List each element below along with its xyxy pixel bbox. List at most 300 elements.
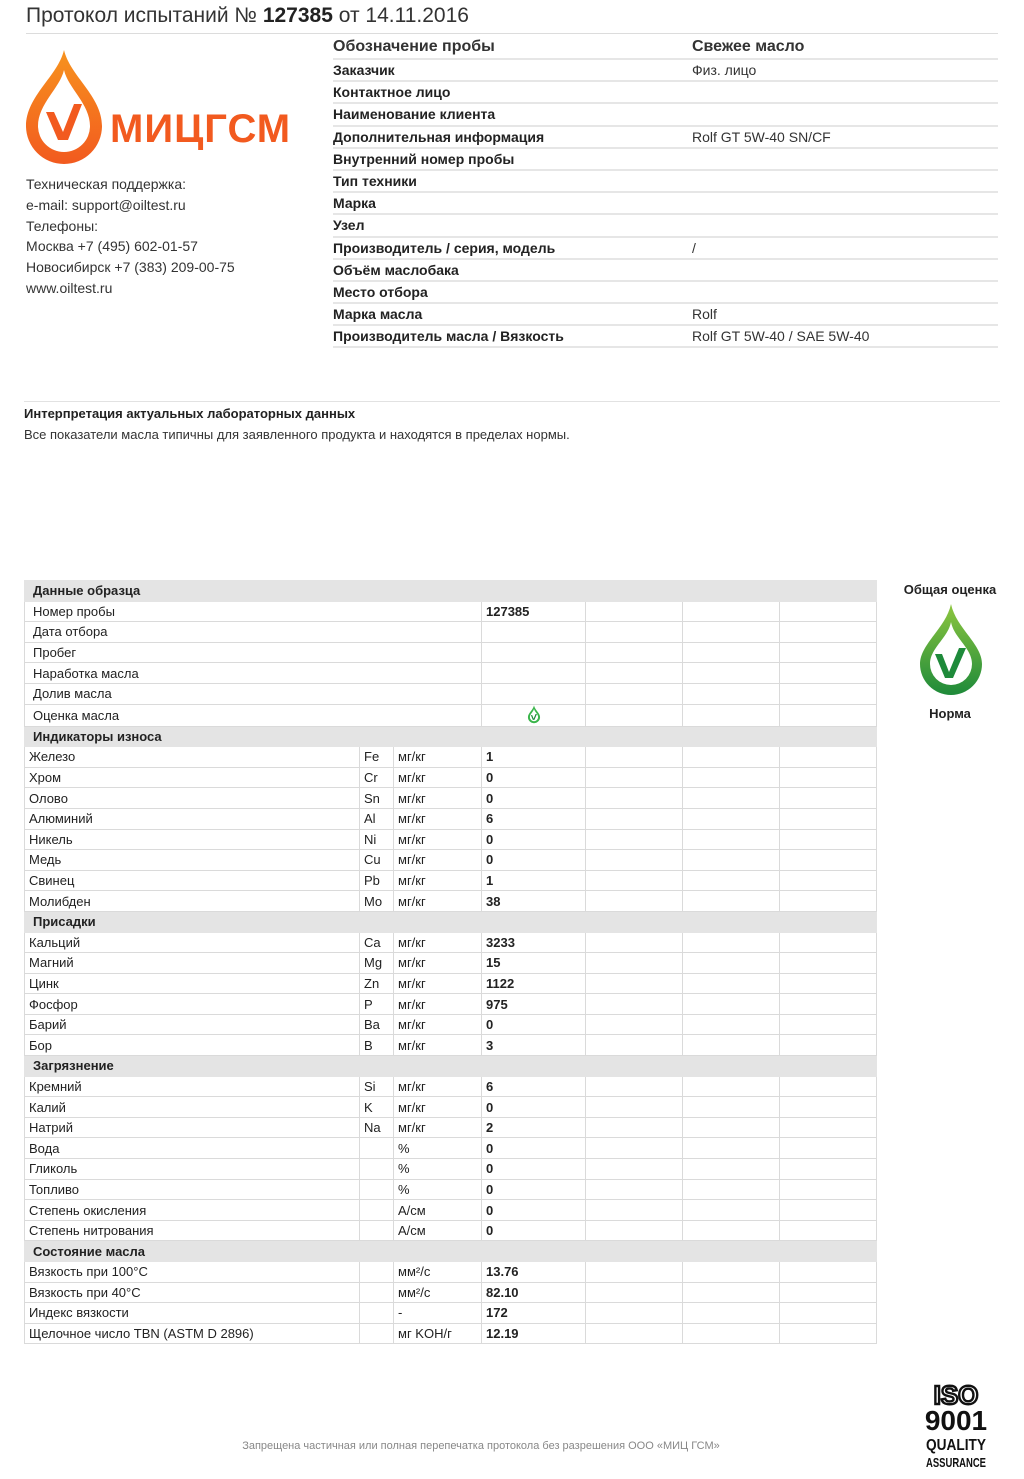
parameter-name: Фосфор — [25, 994, 360, 1015]
empty-history-cell — [780, 1159, 877, 1180]
empty-history-cell — [780, 683, 877, 704]
empty-history-cell — [586, 932, 683, 953]
empty-history-cell — [780, 891, 877, 912]
empty-history-cell — [586, 808, 683, 829]
empty-history-cell — [683, 767, 780, 788]
unit: мг/кг — [394, 788, 482, 809]
sample-data-value — [482, 663, 586, 684]
empty-history-cell — [780, 642, 877, 663]
empty-history-cell — [780, 808, 877, 829]
sample-info-label: Контактное лицо — [333, 84, 451, 101]
parameter-name: Молибден — [25, 891, 360, 912]
sample-info-value: Rolf — [692, 306, 717, 323]
empty-history-cell — [586, 622, 683, 643]
measurement-row — [25, 1179, 877, 1200]
measured-value: 0 — [482, 1200, 586, 1221]
phone-novosibirsk: Новосибирск +7 (383) 209-00-75 — [26, 259, 235, 276]
empty-history-cell — [780, 1282, 877, 1303]
sample-data-row — [25, 663, 877, 684]
unit: мг/кг — [394, 808, 482, 829]
parameter-name: Олово — [25, 788, 360, 809]
measurement-row — [25, 788, 877, 809]
empty-history-cell — [780, 767, 877, 788]
website-link[interactable]: www.oiltest.ru — [26, 279, 113, 296]
sample-info — [333, 36, 998, 348]
measured-value: 975 — [482, 994, 586, 1015]
measured-value: 0 — [482, 829, 586, 850]
parameter-name: Кальций — [25, 932, 360, 953]
empty-history-cell — [683, 601, 780, 622]
title-divider — [26, 33, 998, 34]
empty-history-cell — [780, 747, 877, 768]
empty-history-cell — [586, 1138, 683, 1159]
sample-info-row — [333, 82, 998, 104]
empty-history-cell — [683, 932, 780, 953]
empty-history-cell — [586, 1076, 683, 1097]
measurement-row — [25, 850, 877, 871]
element-symbol: Na — [360, 1117, 394, 1138]
interpretation-text: Все показатели масла типичны для заявленного продукта и находятся в пределах нормы. — [24, 427, 570, 442]
sample-info-value: Физ. лицо — [692, 62, 757, 79]
sample-info-label: Внутренний номер пробы — [333, 150, 515, 167]
measured-value: 13.76 — [482, 1262, 586, 1283]
phone-moscow: Москва +7 (495) 602-01-57 — [26, 238, 198, 255]
measurement-row — [25, 953, 877, 974]
empty-history-cell — [683, 1014, 780, 1035]
empty-history-cell — [586, 994, 683, 1015]
measurement-row — [25, 973, 877, 994]
element-symbol: K — [360, 1097, 394, 1118]
empty-history-cell — [780, 1200, 877, 1221]
element-symbol — [360, 1179, 394, 1200]
sample-info-value: / — [692, 239, 696, 256]
sample-data-label: Номер пробы — [25, 601, 482, 622]
empty-history-cell — [780, 953, 877, 974]
unit: мм²/с — [394, 1282, 482, 1303]
measured-value: 38 — [482, 891, 586, 912]
section-header-row — [25, 1241, 877, 1262]
empty-history-cell — [683, 850, 780, 871]
section-title: Данные образца — [25, 581, 877, 602]
parameter-name: Хром — [25, 767, 360, 788]
iso-line3: QUALITY — [926, 1437, 987, 1454]
measured-value: 6 — [482, 808, 586, 829]
sample-info-row — [333, 171, 998, 193]
unit: мг/кг — [394, 973, 482, 994]
measured-value: 172 — [482, 1303, 586, 1324]
title-prefix: Протокол испытаний № — [26, 4, 257, 27]
empty-history-cell — [586, 767, 683, 788]
empty-history-cell — [683, 1097, 780, 1118]
overall-label: Норма — [929, 706, 971, 721]
empty-history-cell — [683, 829, 780, 850]
unit: мг/кг — [394, 850, 482, 871]
element-symbol: Sn — [360, 788, 394, 809]
sample-info-row — [333, 260, 998, 282]
section-header-row — [25, 1056, 877, 1077]
section-title: Состояние масла — [25, 1241, 877, 1262]
empty-history-cell — [586, 1282, 683, 1303]
overall-norm-icon — [918, 602, 984, 694]
sample-data-label: Дата отбора — [25, 622, 482, 643]
measured-value: 15 — [482, 953, 586, 974]
parameter-name: Гликоль — [25, 1159, 360, 1180]
element-symbol: Si — [360, 1076, 394, 1097]
measurement-row — [25, 1035, 877, 1056]
empty-history-cell — [683, 1117, 780, 1138]
element-symbol: Ba — [360, 1014, 394, 1035]
empty-history-cell — [586, 1014, 683, 1035]
sample-designation-value: Свежее масло — [692, 38, 805, 55]
footer-copyright: Запрещена частичная или полная перепечатка протокола без разрешения ООО «МИЦ ГСМ» — [242, 1440, 720, 1452]
section-title: Индикаторы износа — [25, 726, 877, 747]
element-symbol: Fe — [360, 747, 394, 768]
measured-value: 0 — [482, 1220, 586, 1241]
unit: мг/кг — [394, 1076, 482, 1097]
empty-history-cell — [683, 788, 780, 809]
results-table — [24, 580, 877, 1344]
unit: мг/кг — [394, 767, 482, 788]
measured-value: 82.10 — [482, 1282, 586, 1303]
interpretation-title: Интерпретация актуальных лабораторных данных — [24, 406, 356, 421]
parameter-name: Железо — [25, 747, 360, 768]
measurement-row — [25, 1220, 877, 1241]
empty-history-cell — [683, 642, 780, 663]
empty-history-cell — [683, 1179, 780, 1200]
measurement-row — [25, 808, 877, 829]
empty-history-cell — [780, 1220, 877, 1241]
company-logo — [24, 46, 304, 166]
empty-history-cell — [780, 850, 877, 871]
empty-history-cell — [683, 1323, 780, 1344]
unit: A/см — [394, 1200, 482, 1221]
measurement-row — [25, 829, 877, 850]
empty-history-cell — [683, 1138, 780, 1159]
parameter-name: Никель — [25, 829, 360, 850]
empty-history-cell — [683, 891, 780, 912]
measurement-row — [25, 1262, 877, 1283]
sample-info-label: Узел — [333, 217, 365, 234]
empty-history-cell — [586, 1179, 683, 1200]
empty-history-cell — [586, 663, 683, 684]
iso-9001-badge — [920, 1380, 992, 1472]
empty-history-cell — [586, 1323, 683, 1344]
empty-history-cell — [683, 1303, 780, 1324]
element-symbol — [360, 1262, 394, 1283]
measurement-row — [25, 1097, 877, 1118]
empty-history-cell — [586, 1220, 683, 1241]
sample-data-value — [482, 642, 586, 663]
empty-history-cell — [683, 704, 780, 726]
unit: мг/кг — [394, 1035, 482, 1056]
sample-info-value: Rolf GT 5W-40 / SAE 5W-40 — [692, 328, 870, 345]
sample-data-row — [25, 601, 877, 622]
section-title: Присадки — [25, 911, 877, 932]
element-symbol: B — [360, 1035, 394, 1056]
empty-history-cell — [683, 973, 780, 994]
element-symbol: Cr — [360, 767, 394, 788]
measurement-row — [25, 1303, 877, 1324]
sample-info-row — [333, 238, 998, 260]
sample-data-label: Наработка масла — [25, 663, 482, 684]
empty-history-cell — [780, 994, 877, 1015]
measured-value: 0 — [482, 1097, 586, 1118]
sample-info-row — [333, 149, 998, 171]
section-divider — [24, 401, 1000, 402]
empty-history-cell — [780, 622, 877, 643]
measured-value: 1122 — [482, 973, 586, 994]
sample-designation-label: Обозначение пробы — [333, 38, 495, 55]
measurement-row — [25, 932, 877, 953]
sample-info-label: Производитель масла / Вязкость — [333, 328, 564, 345]
sample-data-row — [25, 683, 877, 704]
sample-info-heading — [333, 36, 998, 60]
section-title: Загрязнение — [25, 1056, 877, 1077]
empty-history-cell — [586, 747, 683, 768]
element-symbol — [360, 1159, 394, 1180]
unit: мг/кг — [394, 953, 482, 974]
parameter-name: Вязкость при 100°C — [25, 1262, 360, 1283]
empty-history-cell — [586, 1159, 683, 1180]
empty-history-cell — [780, 704, 877, 726]
date-prefix: от — [338, 4, 360, 27]
measurement-row — [25, 1014, 877, 1035]
sample-info-row — [333, 326, 998, 348]
empty-history-cell — [586, 1303, 683, 1324]
empty-history-cell — [780, 1014, 877, 1035]
element-symbol — [360, 1200, 394, 1221]
empty-history-cell — [586, 870, 683, 891]
sample-data-label: Пробег — [25, 642, 482, 663]
empty-history-cell — [780, 1117, 877, 1138]
measured-value: 0 — [482, 767, 586, 788]
logo-text: МИЦГСМ — [110, 107, 292, 151]
element-symbol — [360, 1323, 394, 1344]
section-header-row — [25, 911, 877, 932]
element-symbol: Zn — [360, 973, 394, 994]
element-symbol: Pb — [360, 870, 394, 891]
empty-history-cell — [683, 747, 780, 768]
unit: мг/кг — [394, 994, 482, 1015]
parameter-name: Магний — [25, 953, 360, 974]
sample-data-label: Долив масла — [25, 683, 482, 704]
empty-history-cell — [683, 1200, 780, 1221]
sample-info-label: Заказчик — [333, 62, 395, 79]
sample-info-row — [333, 193, 998, 215]
measured-value: 0 — [482, 850, 586, 871]
empty-history-cell — [586, 850, 683, 871]
empty-history-cell — [586, 1262, 683, 1283]
empty-history-cell — [683, 953, 780, 974]
measured-value: 1 — [482, 747, 586, 768]
empty-history-cell — [586, 601, 683, 622]
empty-history-cell — [780, 932, 877, 953]
empty-history-cell — [780, 1138, 877, 1159]
empty-history-cell — [780, 973, 877, 994]
measured-value: 0 — [482, 788, 586, 809]
sample-info-label: Место отбора — [333, 283, 428, 300]
sample-data-row — [25, 704, 877, 726]
sample-info-row — [333, 304, 998, 326]
iso-line1: ISO — [933, 1380, 979, 1410]
logo-drop-icon — [26, 50, 102, 164]
empty-history-cell — [683, 1262, 780, 1283]
empty-history-cell — [780, 1323, 877, 1344]
measurement-row — [25, 891, 877, 912]
parameter-name: Топливо — [25, 1179, 360, 1200]
unit: - — [394, 1303, 482, 1324]
measured-value: 0 — [482, 1159, 586, 1180]
element-symbol: Mo — [360, 891, 394, 912]
measurement-row — [25, 1159, 877, 1180]
overall-title: Общая оценка — [903, 582, 997, 597]
parameter-name: Калий — [25, 1097, 360, 1118]
unit: мг/кг — [394, 1097, 482, 1118]
unit: мг/кг — [394, 932, 482, 953]
section-header-row — [25, 581, 877, 602]
protocol-title — [26, 4, 469, 28]
phones-label: Телефоны: — [26, 217, 99, 234]
sample-info-label: Производитель / серия, модель — [333, 239, 556, 256]
empty-history-cell — [780, 870, 877, 891]
empty-history-cell — [683, 663, 780, 684]
measurement-row — [25, 747, 877, 768]
parameter-name: Вязкость при 40°C — [25, 1282, 360, 1303]
parameter-name: Алюминий — [25, 808, 360, 829]
empty-history-cell — [683, 1076, 780, 1097]
element-symbol — [360, 1138, 394, 1159]
empty-history-cell — [586, 1200, 683, 1221]
sample-info-label: Дополнительная информация — [333, 128, 545, 145]
measurement-row — [25, 1117, 877, 1138]
empty-history-cell — [780, 1035, 877, 1056]
oil-rating-icon — [527, 705, 541, 723]
measured-value: 0 — [482, 1014, 586, 1035]
sample-info-row — [333, 104, 998, 126]
parameter-name: Цинк — [25, 973, 360, 994]
empty-history-cell — [586, 953, 683, 974]
parameter-name: Степень окисления — [25, 1200, 360, 1221]
parameter-name: Щелочное число TBN (ASTM D 2896) — [25, 1323, 360, 1344]
sample-data-value — [482, 622, 586, 643]
sample-data-value — [482, 683, 586, 704]
parameter-name: Медь — [25, 850, 360, 871]
measurement-row — [25, 1076, 877, 1097]
unit: % — [394, 1138, 482, 1159]
parameter-name: Вода — [25, 1138, 360, 1159]
sample-info-label: Марка масла — [333, 306, 423, 323]
measured-value: 12.19 — [482, 1323, 586, 1344]
support-block — [26, 174, 235, 299]
measured-value: 6 — [482, 1076, 586, 1097]
measurement-row — [25, 1323, 877, 1344]
element-symbol: Cu — [360, 850, 394, 871]
measurement-row — [25, 1138, 877, 1159]
sample-info-label: Тип техники — [333, 173, 417, 190]
parameter-name: Кремний — [25, 1076, 360, 1097]
empty-history-cell — [683, 1035, 780, 1056]
measured-value: 3233 — [482, 932, 586, 953]
sample-info-row — [333, 127, 998, 149]
empty-history-cell — [683, 1220, 780, 1241]
unit: мг/кг — [394, 747, 482, 768]
empty-history-cell — [586, 788, 683, 809]
empty-history-cell — [586, 642, 683, 663]
empty-history-cell — [780, 601, 877, 622]
sample-data-row — [25, 642, 877, 663]
sample-data-value — [482, 704, 586, 726]
unit: мг/кг — [394, 1117, 482, 1138]
sample-data-label: Оценка масла — [25, 704, 482, 726]
unit: мг/кг — [394, 891, 482, 912]
parameter-name: Натрий — [25, 1117, 360, 1138]
element-symbol: Ni — [360, 829, 394, 850]
empty-history-cell — [586, 973, 683, 994]
measured-value: 0 — [482, 1138, 586, 1159]
protocol-number: 127385 — [262, 4, 333, 27]
empty-history-cell — [586, 1117, 683, 1138]
empty-history-cell — [683, 1282, 780, 1303]
empty-history-cell — [780, 1303, 877, 1324]
empty-history-cell — [683, 808, 780, 829]
element-symbol — [360, 1220, 394, 1241]
unit: мг/кг — [394, 829, 482, 850]
parameter-name: Степень нитрования — [25, 1220, 360, 1241]
unit: мг/кг — [394, 870, 482, 891]
unit: мг/кг — [394, 1014, 482, 1035]
empty-history-cell — [586, 891, 683, 912]
measurement-row — [25, 1200, 877, 1221]
element-symbol: P — [360, 994, 394, 1015]
support-email[interactable]: e-mail: support@oiltest.ru — [26, 196, 186, 213]
unit: % — [394, 1159, 482, 1180]
sample-info-label: Объём маслобака — [333, 261, 459, 278]
empty-history-cell — [780, 1097, 877, 1118]
empty-history-cell — [683, 870, 780, 891]
empty-history-cell — [780, 1262, 877, 1283]
element-symbol — [360, 1282, 394, 1303]
element-symbol: Al — [360, 808, 394, 829]
parameter-name: Свинец — [25, 870, 360, 891]
element-symbol: Ca — [360, 932, 394, 953]
empty-history-cell — [780, 829, 877, 850]
sample-info-row — [333, 215, 998, 237]
empty-history-cell — [586, 683, 683, 704]
measured-value: 3 — [482, 1035, 586, 1056]
empty-history-cell — [586, 1097, 683, 1118]
element-symbol — [360, 1303, 394, 1324]
unit: мг KOH/г — [394, 1323, 482, 1344]
sample-info-label: Марка — [333, 195, 376, 212]
measured-value: 2 — [482, 1117, 586, 1138]
support-heading: Техническая поддержка: — [26, 176, 187, 192]
parameter-name: Барий — [25, 1014, 360, 1035]
sample-data-value: 127385 — [482, 601, 586, 622]
empty-history-cell — [780, 663, 877, 684]
empty-history-cell — [586, 1035, 683, 1056]
protocol-date: 14.11.2016 — [365, 4, 469, 27]
measurement-row — [25, 870, 877, 891]
measured-value: 1 — [482, 870, 586, 891]
empty-history-cell — [780, 1179, 877, 1200]
measurement-row — [25, 994, 877, 1015]
sample-info-row — [333, 60, 998, 82]
empty-history-cell — [683, 683, 780, 704]
measurement-row — [25, 767, 877, 788]
empty-history-cell — [683, 622, 780, 643]
empty-history-cell — [780, 788, 877, 809]
element-symbol: Mg — [360, 953, 394, 974]
